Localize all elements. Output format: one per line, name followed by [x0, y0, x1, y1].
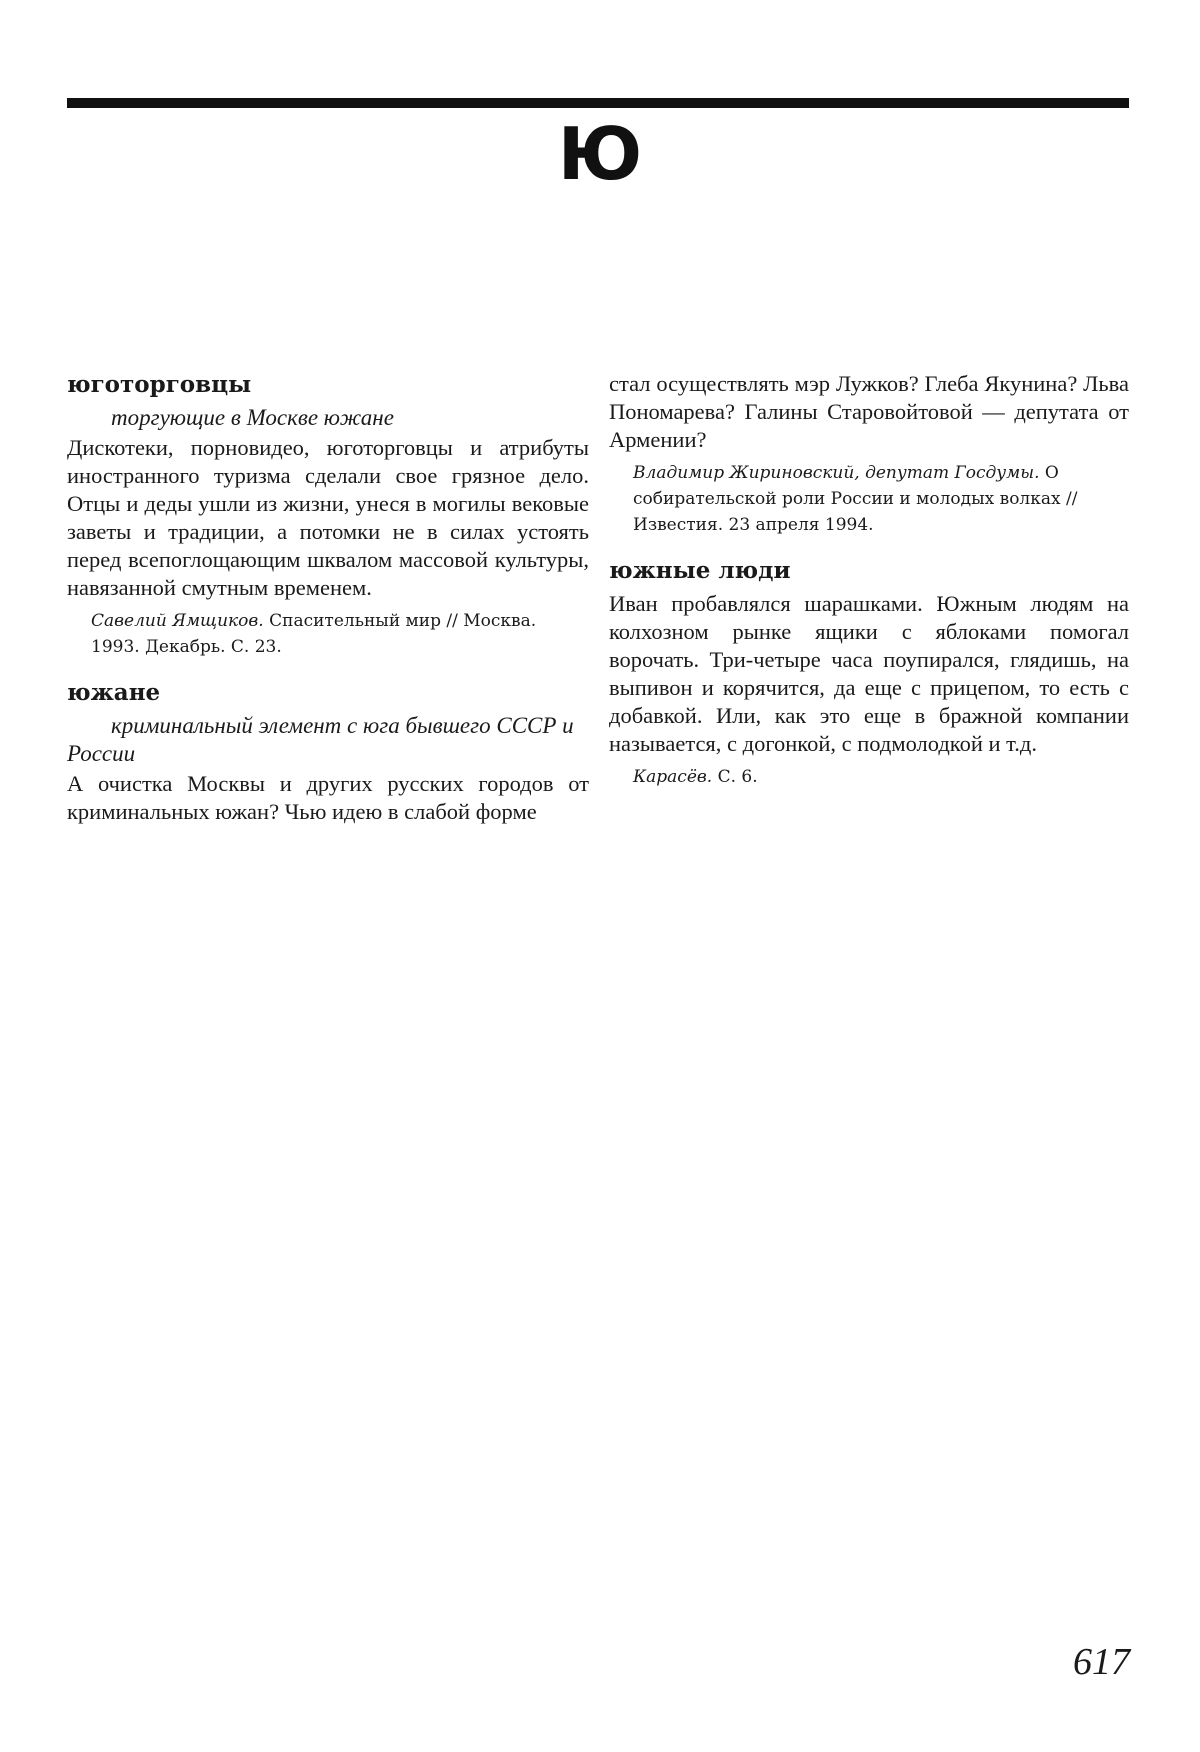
- dictionary-entry: [67, 370, 589, 660]
- quote: А очистка Москвы и других русских городов от криминальных южан? Чью идею в слабой форме: [67, 771, 589, 824]
- top-rule: [67, 98, 1129, 108]
- source-author: Карасёв.: [633, 767, 713, 787]
- source-citation: [67, 608, 589, 660]
- quote: Дискотеки, порновидео, юготорговцы и атрибуты иностранного туризма сделали свое грязное дело. Отцы и деды ушли из жизни, унеся в могилы вековые заветы и традиции, а потомки не в силах устоять перед всепоглощающим шквалом массовой культуры, навязанной смутным временем.: [67, 435, 589, 600]
- definition: торгующие в Москве южане: [111, 405, 394, 430]
- source-details: Спасительный мир // Москва. 1993. Декабрь. С. 23.: [91, 611, 537, 657]
- source-details: С. 6.: [712, 767, 758, 787]
- dictionary-entry: [67, 678, 589, 826]
- right-column: [609, 370, 1129, 808]
- quote: Иван пробавлялся шарашками. Южным людям на колхозном рынке ящики с яблоками помогал ворочать. Три-четыре часа поупирался, глядишь, на выпивон и корячится, да еще с прицепом, то есть с добавкой. Или, как это еще в бражной компании называется, с догонкой, с подмолодкой и т.д.: [609, 591, 1129, 756]
- page-number: 617: [1073, 1641, 1130, 1683]
- source-citation: [609, 460, 1129, 538]
- section-letter: Ю: [557, 112, 643, 196]
- left-column: [67, 370, 589, 844]
- dictionary-entry-continuation: [609, 370, 1129, 538]
- headword: южные люди: [609, 557, 791, 584]
- source-author: Савелий Ямщиков.: [91, 611, 264, 631]
- headword: юготорговцы: [67, 371, 252, 398]
- source-citation: [609, 764, 1129, 790]
- source-details: О собирательской роли России и молодых волках // Известия. 23 апреля 1994.: [633, 463, 1078, 535]
- definition: криминальный элемент с юга бывшего СССР и России: [67, 713, 574, 766]
- dictionary-entry: [609, 556, 1129, 790]
- quote-continuation: стал осуществлять мэр Лужков? Глеба Якунина? Льва Пономарева? Галины Старовойтовой — депутата от Армении?: [609, 371, 1129, 452]
- headword: южане: [67, 679, 161, 706]
- source-author: Владимир Жириновский, депутат Госдумы.: [633, 463, 1040, 483]
